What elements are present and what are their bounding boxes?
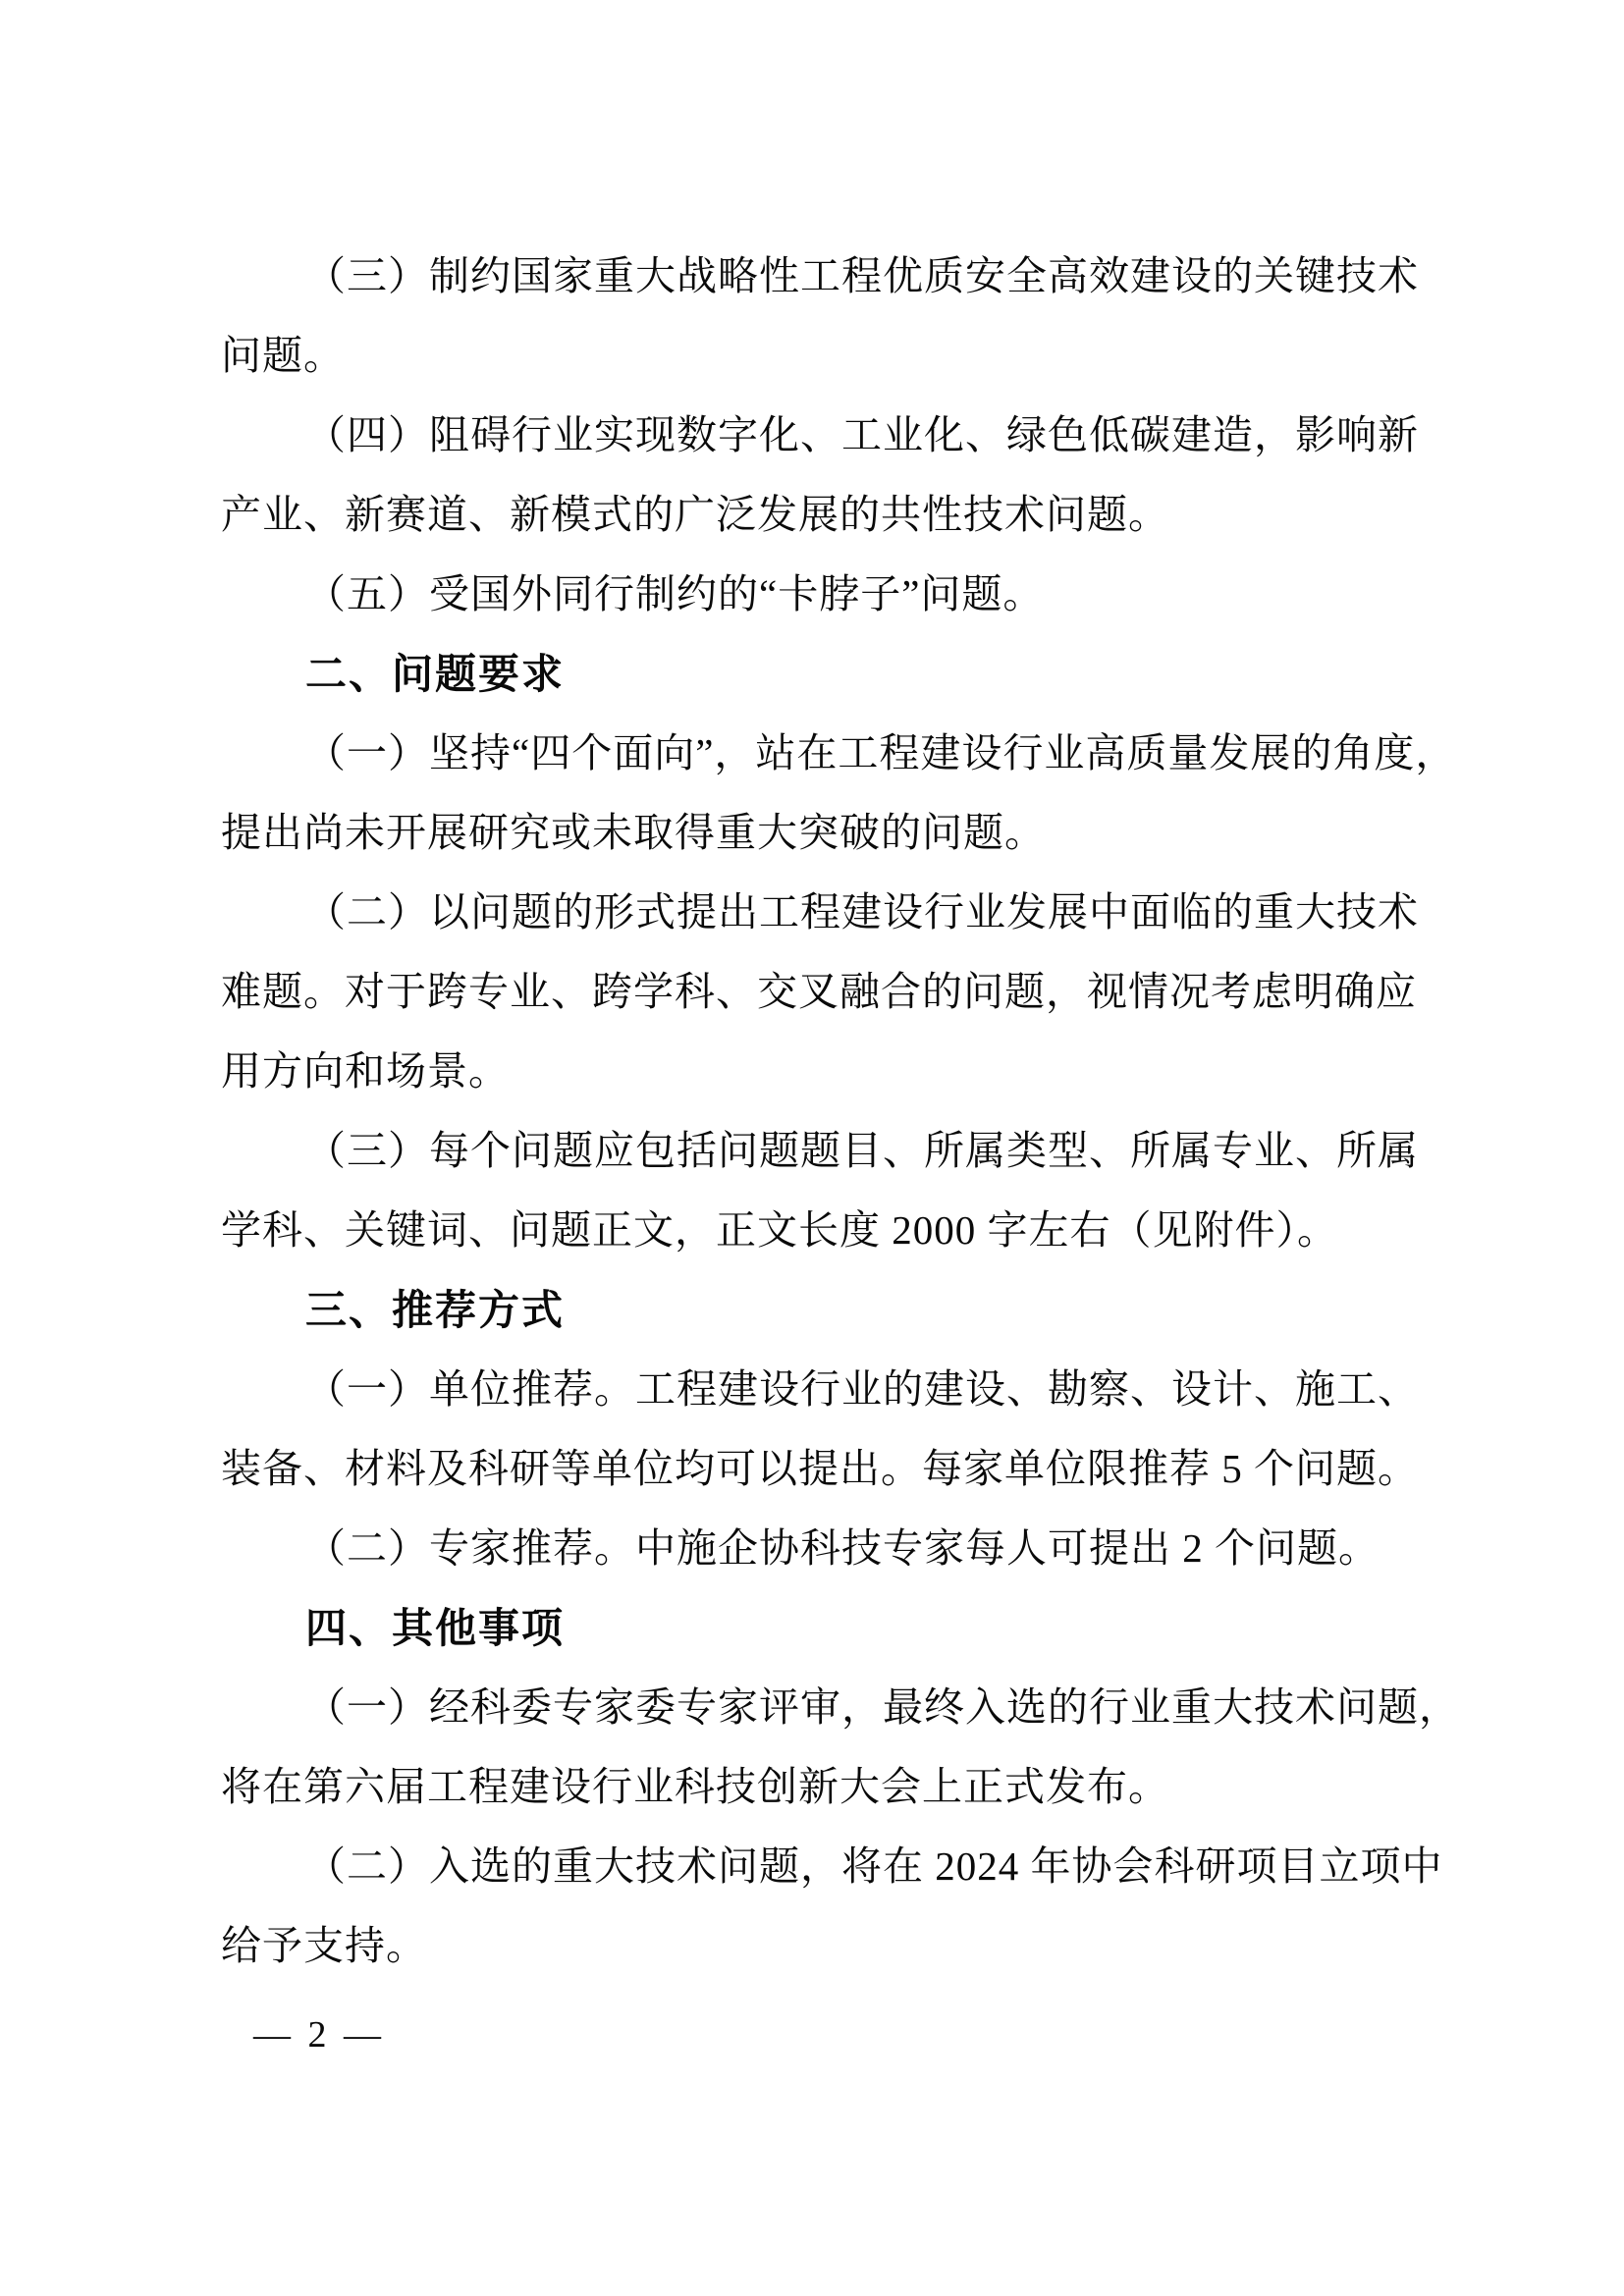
text-line: 提出尚未开展研究或未取得重大突破的问题。 (221, 810, 1046, 855)
text-line: （二）入选的重大技术问题，将在 2024 年协会科研项目立项中 (305, 1843, 1443, 1889)
text-line: （三）每个问题应包括问题题目、所属类型、所属专业、所属 (305, 1128, 1419, 1173)
text-line: 用方向和场景。 (221, 1048, 510, 1094)
text-line: 将在第六届工程建设行业科技创新大会上正式发布。 (221, 1764, 1169, 1809)
text-line: 学科、关键词、问题正文，正文长度 2000 字左右（见附件）。 (221, 1207, 1338, 1253)
section-heading: 三、推荐方式 (305, 1287, 566, 1333)
text-line: 产业、新赛道、新模式的广泛发展的共性技术问题。 (221, 492, 1169, 537)
text-line: 难题。对于跨专业、跨学科、交叉融合的问题，视情况考虑明确应 (221, 969, 1417, 1014)
document-body (221, 237, 1460, 1986)
text-line: （五）受国外同行制约的“卡脖子”问题。 (305, 571, 1045, 616)
text-line: 问题。 (221, 333, 345, 378)
text-line: （三）制约国家重大战略性工程优质安全高效建设的关键技术 (305, 253, 1419, 298)
text-line: （一）单位推荐。工程建设行业的建设、勘察、设计、施工、 (305, 1366, 1419, 1412)
section-heading: 四、其他事项 (305, 1605, 566, 1651)
section-heading: 二、问题要求 (305, 651, 566, 697)
text-line: 装备、材料及科研等单位均可以提出。每家单位限推荐 5 个问题。 (221, 1446, 1419, 1491)
text-line: 给予支持。 (221, 1923, 427, 1968)
text-line: （二）以问题的形式提出工程建设行业发展中面临的重大技术 (305, 889, 1419, 934)
page-number: — 2 — (253, 2014, 385, 2056)
text-line: （四）阻碍行业实现数字化、工业化、绿色低碳建造，影响新 (305, 412, 1419, 457)
text-line: （一）坚持“四个面向”，站在工程建设行业高质量发展的角度， (305, 730, 1457, 775)
text-line: （一）经科委专家委专家评审，最终入选的行业重大技术问题， (305, 1684, 1460, 1730)
text-line: （二）专家推荐。中施企协科技专家每人可提出 2 个问题。 (305, 1525, 1380, 1571)
